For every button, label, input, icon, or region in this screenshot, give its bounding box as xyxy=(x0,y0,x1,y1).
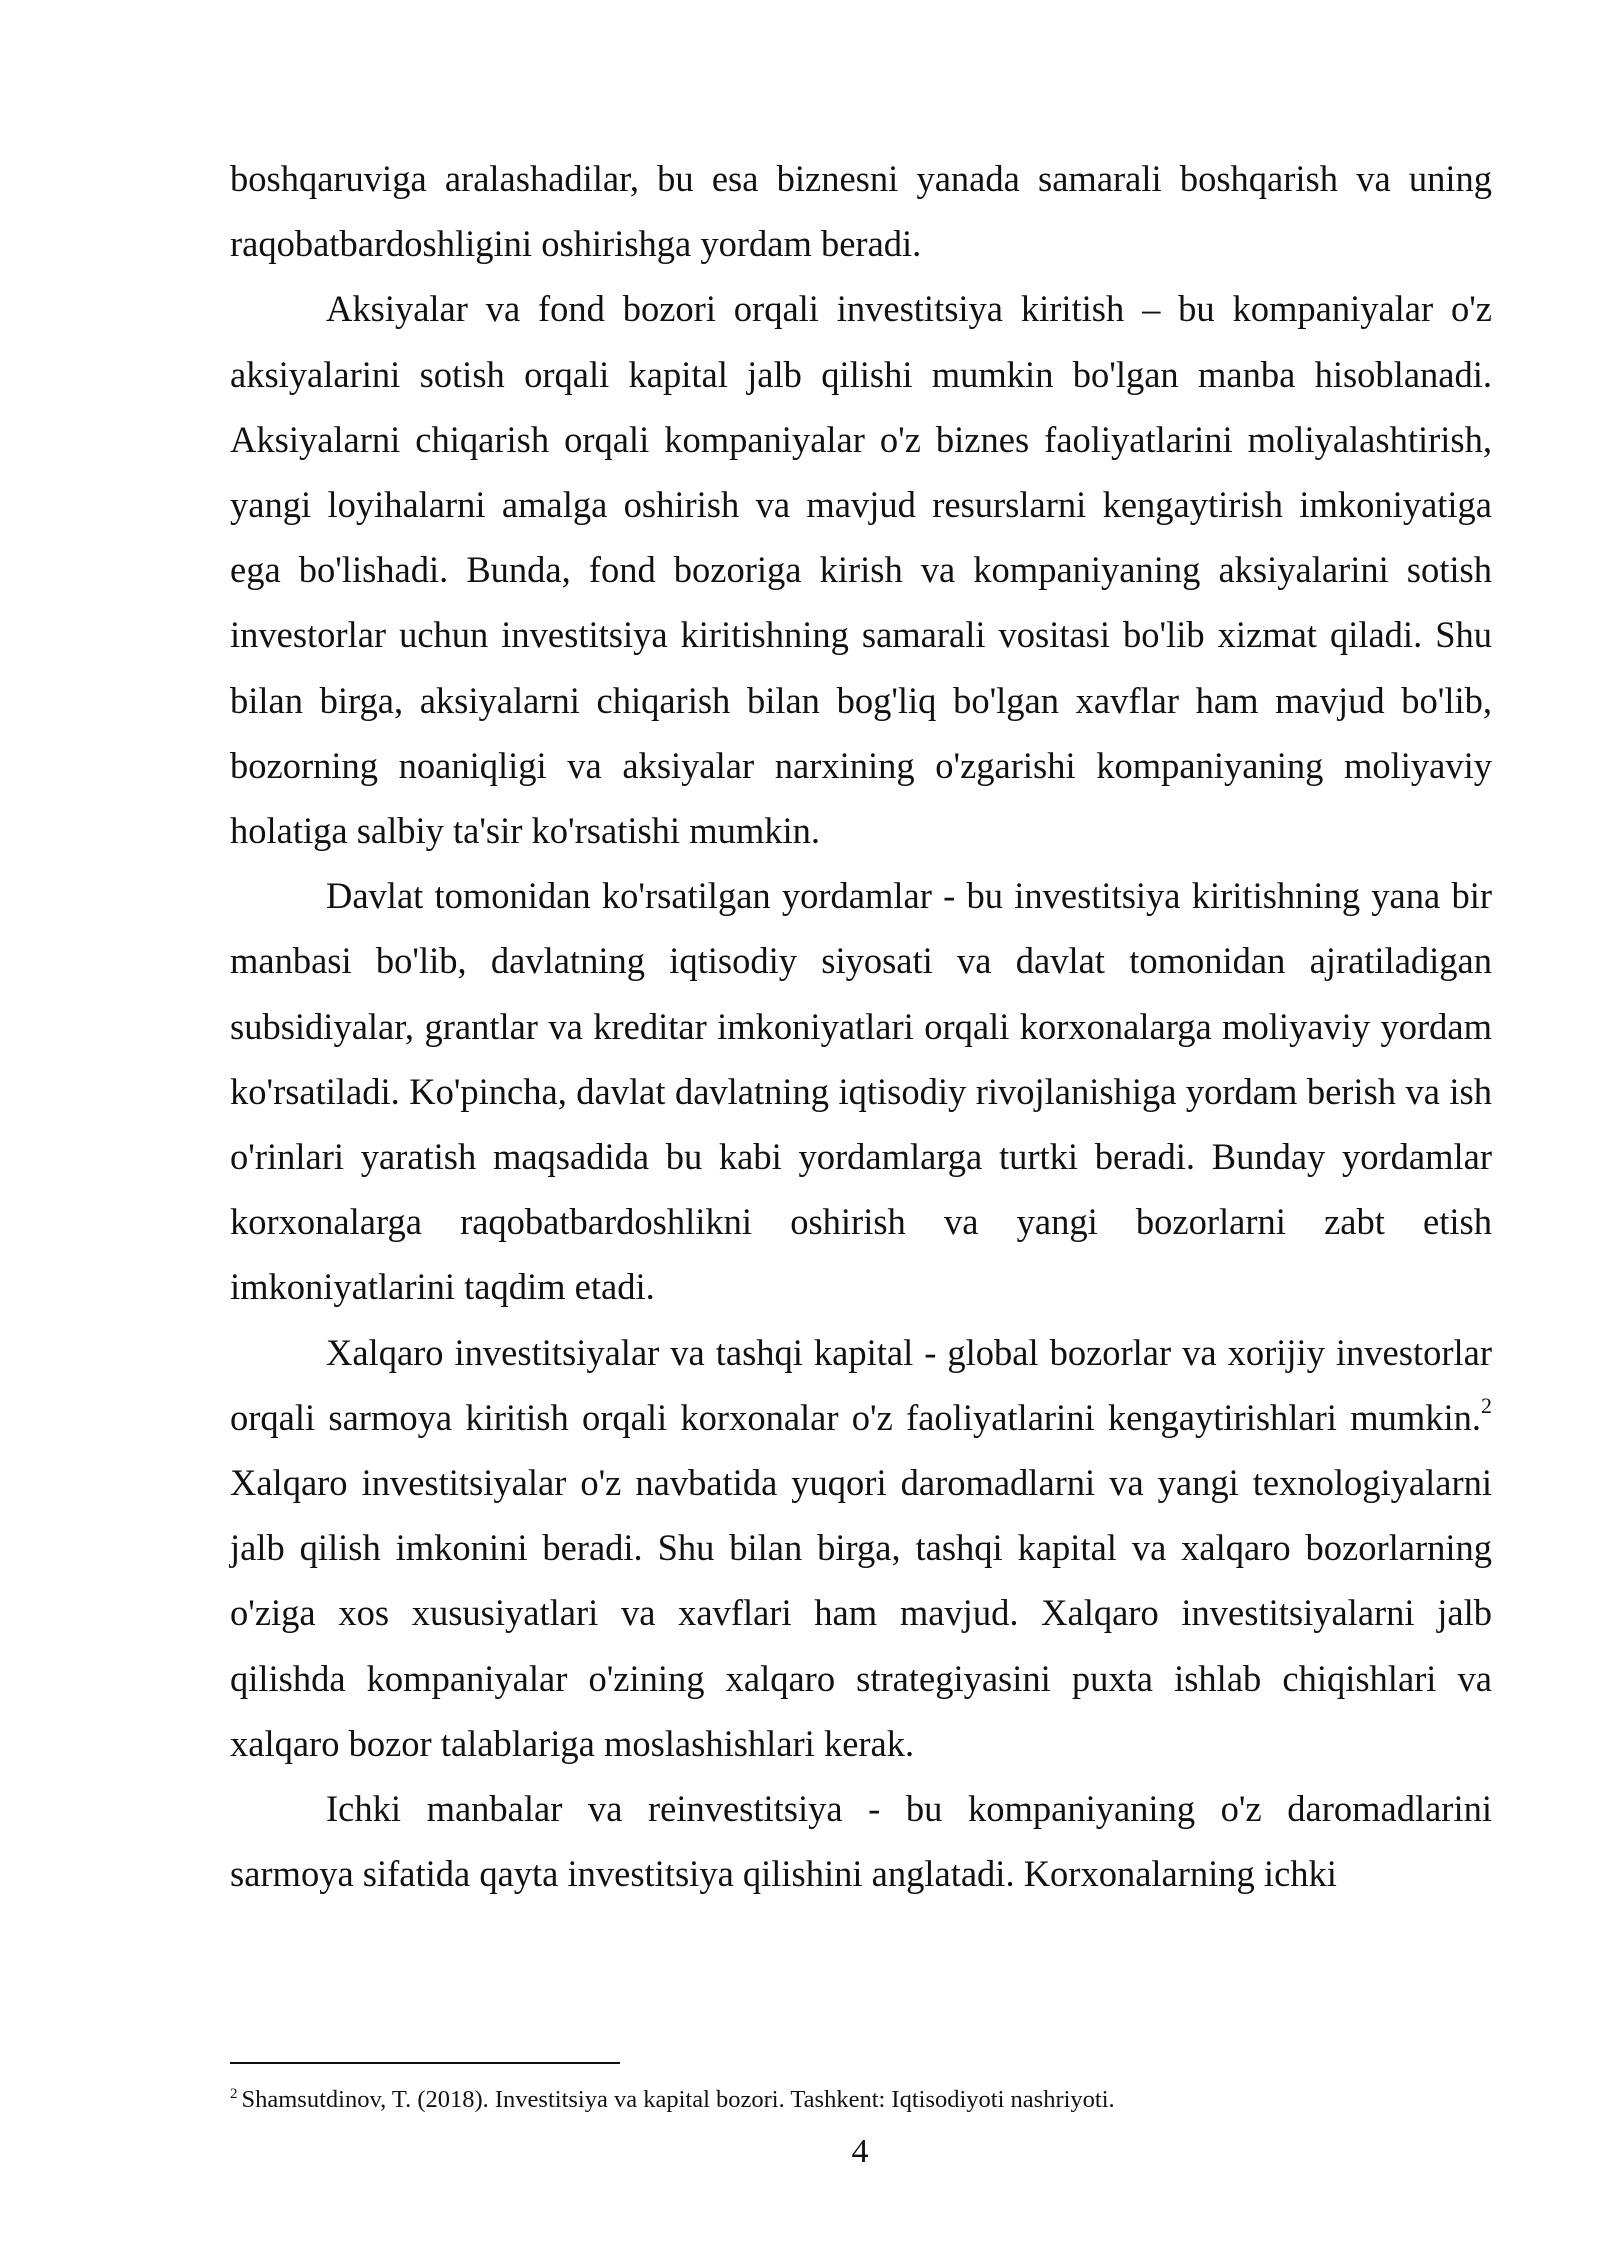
footnote-reference[interactable]: 2 xyxy=(1481,1392,1492,1418)
paragraph-international-part2: Xalqaro investitsiyalar o'z navbatida yuqori daromadlarni va yangi texnologiyalarni jalb qilish imkonini beradi. Shu bilan birga, tashqi kapital va xalqaro bozorlarning o'ziga xos xususiyatlari va xavflari ham mavjud. Xalqaro investitsiyalarni jalb qilishda kompaniyalar o'zining xalqaro strategiyasini puxta ishlab chiqishlari va xalqaro bozor talablariga moslashishlari kerak. xyxy=(230,1462,1492,1764)
paragraph-international xyxy=(230,1320,1492,1776)
paragraph-state-support: Davlat tomonidan ko'rsatilgan yordamlar - bu investitsiya kiritishning yana bir manbasi bo'lib, davlatning iqtisodiy siyosati va davlat tomonidan ajratiladigan subsidiyalar, grantlar va kreditar imkoniyatlari orqali korxonalarga moliyaviy yordam ko'rsatiladi. Ko'pincha, davlat davlatning iqtisodiy rivojlanishiga yordam berish va ish o'rinlari yaratish maqsadida bu kabi yordamlarga turtki beradi. Bunday yordamlar korxonalarga raqobatbardoshlikni oshirish va yangi bozorlarni zabt etish imkoniyatlarini taqdim etadi. xyxy=(230,875,1492,1308)
paragraph-stocks: Aksiyalar va fond bozori orqali investitsiya kiritish – bu kompaniyalar o'z aksiyalarini sotish orqali kapital jalb qilishi mumkin bo'lgan manba hisoblanadi. Aksiyalarni chiqarish orqali kompaniyalar o'z biznes faoliyatlarini moliyalashtirish, yangi loyihalarni amalga oshirish va mavjud resurslarni kengaytirish imkoniyatiga ega bo'lishadi. Bunda, fond bozoriga kirish va kompaniyaning aksiyalarini sotish investorlar uchun investitsiya kiritishning samarali vositasi bo'lib xizmat qiladi. Shu bilan birga, aksiyalarni chiqarish bilan bog'liq bo'lgan xavflar ham mavjud bo'lib, bozorning noaniqligi va aksiyalar narxining o'zgarishi kompaniyaning moliyaviy holatiga salbiy ta'sir ko'rsatishi mumkin. xyxy=(230,288,1492,852)
body-text xyxy=(230,146,1492,1906)
page-number: 4 xyxy=(851,2133,869,2170)
paragraph-continuation: boshqaruviga aralashadilar, bu esa biznesni yanada samarali boshqarish va uning raqobatbardoshligini oshirishga yordam beradi. xyxy=(230,158,1492,265)
footnote-text: Shamsutdinov, T. (2018). Investitsiya va kapital bozori. Tashkent: Iqtisodiyoti nashriyoti. xyxy=(241,2086,1115,2113)
paragraph-international-part1: Xalqaro investitsiyalar va tashqi kapital - global bozorlar va xorijiy investorlar orqali sarmoya kiritish orqali korxonalar o'z faoliyatlarini kengaytirishlari mumkin. xyxy=(230,1331,1492,1438)
footnote-marker: 2 xyxy=(230,2085,238,2102)
paragraph-internal-sources: Ichki manbalar va reinvestitsiya - bu kompaniyaning o'z daromadlarini sarmoya sifatida qayta investitsiya qilishini anglatadi. Korxonalarning ichki xyxy=(230,1788,1492,1895)
footnote-separator xyxy=(230,2062,620,2064)
footnote xyxy=(230,2084,1492,2116)
